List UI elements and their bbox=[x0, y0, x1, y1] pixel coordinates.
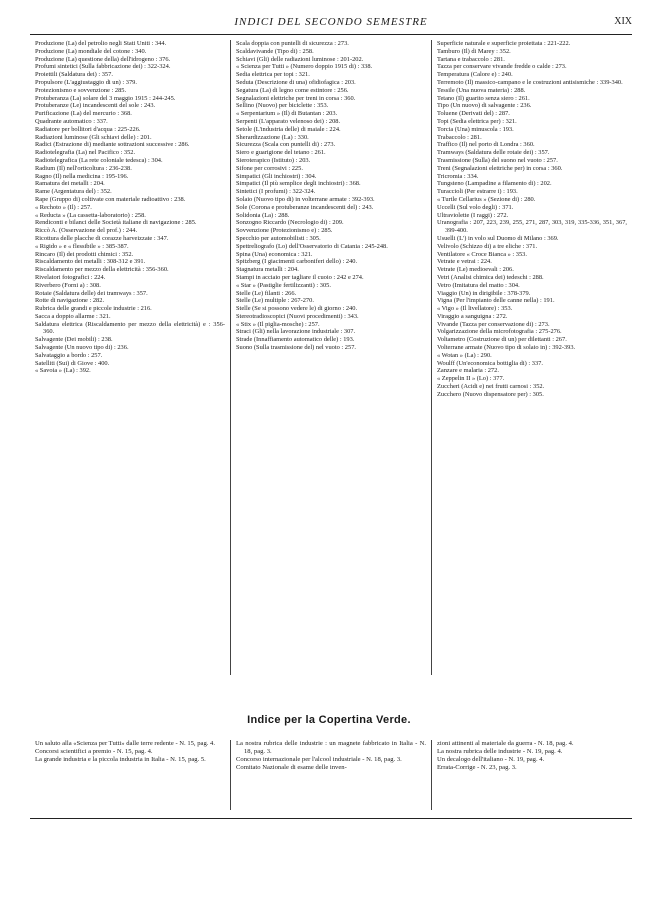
index-entry: Riverbero (Forni a) : 308. bbox=[35, 281, 101, 289]
index-entry: Tramways (Saldatura delle rotaie dei) : 357. bbox=[437, 149, 550, 157]
index-entry: Scaldavivande (Tipo di) : 258. bbox=[236, 47, 314, 55]
index-entry: « Vigo » (Il livellatore) : 353. bbox=[437, 305, 513, 313]
index-entry: Rivelatori fotografici : 224. bbox=[35, 273, 106, 281]
index-entry: Radiatore per bollitori d'acqua : 225-226. bbox=[35, 125, 141, 133]
bottom-rule bbox=[30, 818, 632, 819]
index-entry: Viaggio (Un) in dirigibile : 378-379. bbox=[437, 289, 531, 297]
index-entry: « Scienza per Tutti » (Numero doppio 1915 di) : 338. bbox=[236, 63, 373, 71]
copertina-entry: Comitato Nazionale di esame delle inven- bbox=[236, 764, 347, 771]
index-entry: Topi (Sedia elettrica per) : 321. bbox=[437, 117, 517, 125]
index-entry: Propulsore (L'aggiustaggio di un) : 379. bbox=[35, 78, 137, 86]
header-rule bbox=[30, 34, 632, 35]
index-entry: Vivande (Tazza per conservazione di) : 273. bbox=[437, 320, 550, 328]
page-header bbox=[30, 16, 632, 34]
index-entry: Radici (Estrazione di) mediante sottrazioni successive : 286. bbox=[35, 141, 190, 149]
index-column-2 bbox=[230, 40, 431, 675]
index-entry: « Star » (Pastiglie fertilizzanti) : 305. bbox=[236, 281, 331, 289]
index-entry: Produzione (La) questione della) dell'idrogeno : 376. bbox=[35, 55, 171, 63]
index-entry: Traffico (Il) nel porto di Londra : 360. bbox=[437, 141, 535, 149]
index-entry: Zuccheri (Acidi e) nei frutti carnosi : 352. bbox=[437, 383, 545, 391]
index-entry: Riscaldamento per mezzo della elettricità : 356-360. bbox=[35, 266, 169, 274]
index-entry: Ultraviolette (I raggi) : 272. bbox=[437, 211, 509, 219]
index-entry: « Rigido » e « flessibile » : 385-387. bbox=[35, 242, 129, 250]
index-entry: Quadrante automatico : 337. bbox=[35, 117, 108, 125]
index-column-1 bbox=[30, 40, 230, 675]
index-entry: Tazza per conservare vivande fredde o calde : 273. bbox=[437, 63, 567, 71]
index-entry: Ventilatore « Croce Bianca » : 353. bbox=[437, 250, 527, 258]
index-entry: Superficie naturale e superficie proiettata : 221-222. bbox=[437, 40, 571, 47]
index-entry: Stelle (Se si possono vedere le) di giorno : 240. bbox=[236, 305, 358, 313]
index-entry: Solidonia (La) : 288. bbox=[236, 211, 290, 219]
index-entry: Simpatici (Il più semplice degli inchiostri) : 368. bbox=[236, 180, 361, 188]
index-entry: Siero e guarigione del tetano : 261. bbox=[236, 149, 326, 157]
index-entry: Tartana e trabaccolo : 281. bbox=[437, 55, 505, 63]
index-entry: Rincaro (Il) dei prodotti chimici : 352. bbox=[35, 250, 134, 258]
index-entry: Salvagente (Dei mobili) : 238. bbox=[35, 336, 113, 344]
index-entry: Radiazioni luminose (Gli schiavi delle) : 201. bbox=[35, 133, 152, 141]
index-entry: Salvagente (Un nuovo tipo di) : 236. bbox=[35, 344, 129, 352]
index-entry: Produzione (La) mondiale del cotone : 340. bbox=[35, 47, 147, 55]
index-entry: Spettreliografo (Lo) dell'Osservatorio di Catania : 245-248. bbox=[236, 242, 388, 250]
index-entry: Protuberanze (Le) incandescenti del sole : 243. bbox=[35, 102, 156, 110]
index-entry: Terremoto (Il) massico-campano e le costruzioni antisismiche : 339-340. bbox=[437, 78, 623, 86]
index-entry: « Wotan » (La) : 290. bbox=[437, 351, 492, 359]
index-entry: Sieroterapico (Istituto) : 203. bbox=[236, 156, 311, 164]
index-entry: Sifone per corrosivi : 225. bbox=[236, 164, 303, 172]
index-entry: Turaccioli (Per estrarre i) : 193. bbox=[437, 188, 518, 196]
index-entry: Vetri (Analisi chimica dei) tedeschi : 288. bbox=[437, 273, 544, 281]
index-entry: Trasmissione (Sulla) del suono nel vuoto : 257. bbox=[437, 156, 558, 164]
index-entry: Zanzare e malaria : 272. bbox=[437, 367, 499, 375]
index-entry: Tessile (Una nuova materia) : 288. bbox=[437, 86, 526, 94]
index-entry: Stelle (Le) multiple : 267-270. bbox=[236, 297, 314, 305]
index-entry: Segatura (La) di legno come estintore : 256. bbox=[236, 86, 349, 94]
index-columns bbox=[30, 40, 632, 675]
index-entry: Spitzberg (I giacimenti carboniferi dello) : 240. bbox=[236, 258, 358, 266]
index-entry: Uranografia : 207, 223, 239, 255, 271, 287, 303, 319, 335-336, 351, 367, 399-400. bbox=[437, 219, 627, 235]
index-entry: Ricottura delle placche di corazze harveizzate : 347. bbox=[35, 234, 169, 242]
copertina-entry: La grande industria e la piccola industria in Italia - N. 15, pag. 5. bbox=[35, 756, 206, 763]
index-column-3 bbox=[431, 40, 632, 675]
index-entry: Trabaccolo : 281. bbox=[437, 133, 482, 141]
index-entry: Straci (Gli) nella lavorazione industriale : 307. bbox=[236, 328, 356, 336]
index-entry: Sovvenzione (Protezionismo e) : 285. bbox=[236, 227, 333, 235]
index-entry: Woulff (Un'economica bottiglia di) : 337. bbox=[437, 359, 543, 367]
index-entry: Ragno (Il) nella medicina : 195-196. bbox=[35, 172, 129, 180]
index-entry: Riscaldamento dei metalli : 308-312 e 391. bbox=[35, 258, 146, 266]
index-entry: Tamburo (Il) di Marey : 352. bbox=[437, 47, 511, 55]
index-entry: Scala doppia con puntelli di sicurezza : 273. bbox=[236, 40, 349, 47]
index-entry: Tipo (Un nuovo) di salvagente : 236. bbox=[437, 102, 532, 110]
index-entry: Schiavi (Gli) delle radiazioni luminose : 201-202. bbox=[236, 55, 364, 63]
index-entry: Stereotradioscopici (Nuovi procedimenti) : 343. bbox=[236, 312, 359, 320]
index-entry: Sedia elettrica per topi : 321. bbox=[236, 71, 310, 79]
index-entry: Stelle (Le) filanti : 266. bbox=[236, 289, 297, 297]
index-entry: Strade (Innaffiamento automatico delle) : 193. bbox=[236, 336, 355, 344]
copertina-column-2 bbox=[230, 740, 431, 810]
index-entry: Rotte di navigazione : 282. bbox=[35, 297, 105, 305]
index-entry: Temperatura (Calore e) : 240. bbox=[437, 71, 513, 79]
index-entry: Vetro (Imitatura del matto : 304. bbox=[437, 281, 520, 289]
copertina-entry: Un saluto alla «Scienza per Tutti» dalle terre redente - N. 15, pag. 4. bbox=[35, 740, 215, 747]
index-entry: Rubrica delle grandi e piccole industrie : 216. bbox=[35, 305, 152, 313]
index-entry: Spina (Una) economica : 321. bbox=[236, 250, 313, 258]
index-entry: Specchio per automobilisti : 305. bbox=[236, 234, 321, 242]
copertina-columns bbox=[30, 740, 632, 810]
copertina-entry: La nostra rubrica delle industrie : un magnete fabbricato in Italia - N. 18, pag. 3. bbox=[236, 740, 426, 755]
index-entry: Torcia (Una) minuscola : 193. bbox=[437, 125, 514, 133]
index-entry: Satelliti (Sui) di Giove : 400. bbox=[35, 359, 110, 367]
index-entry: Sherardizzazione (La) : 330. bbox=[236, 133, 309, 141]
index-entry: Sole (Corona e protuberanze incandescenti del) : 243. bbox=[236, 203, 374, 211]
index-entry: Rotaie (Saldatura delle) dei tramways : 357. bbox=[35, 289, 148, 297]
index-entry: « Turtle Cellarius » (Sezione di) : 280. bbox=[437, 195, 536, 203]
index-entry: Salvataggio a bordo : 257. bbox=[35, 351, 103, 359]
copertina-title: Indice per la Copertina Verde. bbox=[247, 714, 411, 726]
copertina-entry: La nostra rubrica delle industrie - N. 19, pag. 4. bbox=[437, 748, 563, 755]
copertina-entry: Errata-Corrige - N. 23, pag. 3. bbox=[437, 764, 517, 771]
index-entry: Rape (Gruppo di) coltivate con materiale radioattivo : 238. bbox=[35, 195, 186, 203]
copertina-entry: Concorso internazionale per l'alcool industriale - N. 18, pag. 3. bbox=[236, 756, 402, 763]
index-entry: « Serpentarium » (Il) di Butantan : 203. bbox=[236, 110, 338, 118]
index-entry: « Reducta » (La cassetta-laboratorio) : 258. bbox=[35, 211, 146, 219]
index-entry: Viraggio a sanguigna : 272. bbox=[437, 312, 508, 320]
copertina-column-1 bbox=[30, 740, 230, 810]
index-entry: Simpatici (Gli inchiostri) : 304. bbox=[236, 172, 317, 180]
index-entry: Produzione (La) del petrolio negli Stati Uniti : 344. bbox=[35, 40, 167, 47]
index-entry: Vetrate e vetrai : 224. bbox=[437, 258, 492, 266]
index-entry: Sicurezza (Scala con puntelli di) : 273. bbox=[236, 141, 336, 149]
index-entry: Tricromia : 334. bbox=[437, 172, 479, 180]
index-entry: Sellino (Nuovo) per biciclette : 353. bbox=[236, 102, 329, 110]
index-entry: Radiotelegrafia (La) nel Pacifico : 352. bbox=[35, 149, 136, 157]
index-entry: Serpenti (L'apparato velenoso dei) : 208. bbox=[236, 117, 341, 125]
index-entry: Uccelli (Sul volo degli) : 371. bbox=[437, 203, 514, 211]
page-number: XIX bbox=[614, 16, 632, 27]
index-entry: Solaio (Nuovo tipo di) in volterrane armate : 392-393. bbox=[236, 195, 375, 203]
index-entry: Suono (Sulla trasmissione del) nel vuoto : 257. bbox=[236, 344, 356, 352]
index-entry: Profumi sintetici (Sulla fabbricazione dei) : 322-324. bbox=[35, 63, 171, 71]
index-entry: Radium (Il) nell'orticoltura : 236-238. bbox=[35, 164, 132, 172]
index-entry: Tetano (Il) guarito senza siero : 261. bbox=[437, 94, 530, 102]
index-entry: Tungsteno (Lampadine a filamento di) : 202. bbox=[437, 180, 552, 188]
copertina-column-3 bbox=[431, 740, 632, 810]
index-entry: « Zeppelin II » (Lo) : 377. bbox=[437, 375, 505, 383]
index-entry: Radiotelegrafica (La rete coloniale tedesca) : 304. bbox=[35, 156, 163, 164]
index-entry: « Rechoto » (Il) : 257. bbox=[35, 203, 92, 211]
index-entry: Sacca a doppio allarme : 321. bbox=[35, 312, 111, 320]
page-title: INDICI DEL SECONDO SEMESTRE bbox=[234, 16, 428, 28]
index-entry: « Savoia » (La) : 392. bbox=[35, 367, 91, 375]
index-entry: « Stix » (Il piglia-mosche) : 257. bbox=[236, 320, 320, 328]
index-entry: Volgarizzazione della microfotografia : 275-276. bbox=[437, 328, 562, 336]
index-entry: Purificazione (La) del mercurio : 368. bbox=[35, 110, 132, 118]
index-entry: Sonzogno Riccardo (Necrologio di) : 209. bbox=[236, 219, 344, 227]
index-entry: Stampi in acciaio per tagliare il cuoio : 242 e 274. bbox=[236, 273, 364, 281]
index-entry: Proiettili (Saldatura dei) : 357. bbox=[35, 71, 113, 79]
index-entry: Protuberanza (La) solare del 3 maggio 1915 : 244-245. bbox=[35, 94, 176, 102]
index-entry: Rendiconti e bilanci delle Società italiane di navigazione : 285. bbox=[35, 219, 197, 227]
index-entry: Segnalazioni elettriche per treni in corsa : 360. bbox=[236, 94, 356, 102]
index-entry: Protezionismo e sovvenzione : 285. bbox=[35, 86, 127, 94]
index-entry: Vetrate (Le) medioevali : 206. bbox=[437, 266, 514, 274]
index-entry: Toluene (Derivati del) : 287. bbox=[437, 110, 510, 118]
copertina-entry: zioni attinenti al materiale da guerra - N. 18, pag. 4. bbox=[437, 740, 574, 747]
index-entry: Riccò A. (Osservazione del prof.) : 244. bbox=[35, 227, 138, 235]
index-entry: Volterrane armate (Nuovo tipo di solaio in) : 392-393. bbox=[437, 344, 576, 352]
index-entry: Stagnatura metalli : 204. bbox=[236, 266, 299, 274]
copertina-entry: Concorsi scientifici a premio - N. 15, pag. 4. bbox=[35, 748, 153, 755]
index-entry: Setole (L'industria delle) di maiale : 224. bbox=[236, 125, 341, 133]
copertina-entry: Un decalogo dell'italiano - N. 19, pag. 4. bbox=[437, 756, 545, 763]
index-entry: Treni (Segnalazioni elettriche per) in corsa : 360. bbox=[437, 164, 563, 172]
index-entry: Sintetici (I profumi) : 322-324. bbox=[236, 188, 316, 196]
index-entry: Zucchero (Nuovo dispensatore per) : 305. bbox=[437, 390, 544, 398]
index-entry: Vigna (Per l'impianto delle canne nella) : 191. bbox=[437, 297, 555, 305]
index-entry: Voltametro (Costruzione di un) per dilettanti : 267. bbox=[437, 336, 567, 344]
index-entry: Velivolo (Schizzo di) a tre eliche : 371. bbox=[437, 242, 538, 250]
index-entry: Rame (Argentatura del) : 352. bbox=[35, 188, 112, 196]
index-entry: Ramatura dei metalli : 204. bbox=[35, 180, 105, 188]
index-entry: Usuelli (L') in volo sul Duomo di Milano : 369. bbox=[437, 234, 559, 242]
index-entry: Saldatura elettrica (Riscaldamento per mezzo della elettricità) e : 356-360. bbox=[35, 320, 225, 336]
index-entry: Seduta (Descrizione di una) ofidiofagica : 203. bbox=[236, 78, 356, 86]
